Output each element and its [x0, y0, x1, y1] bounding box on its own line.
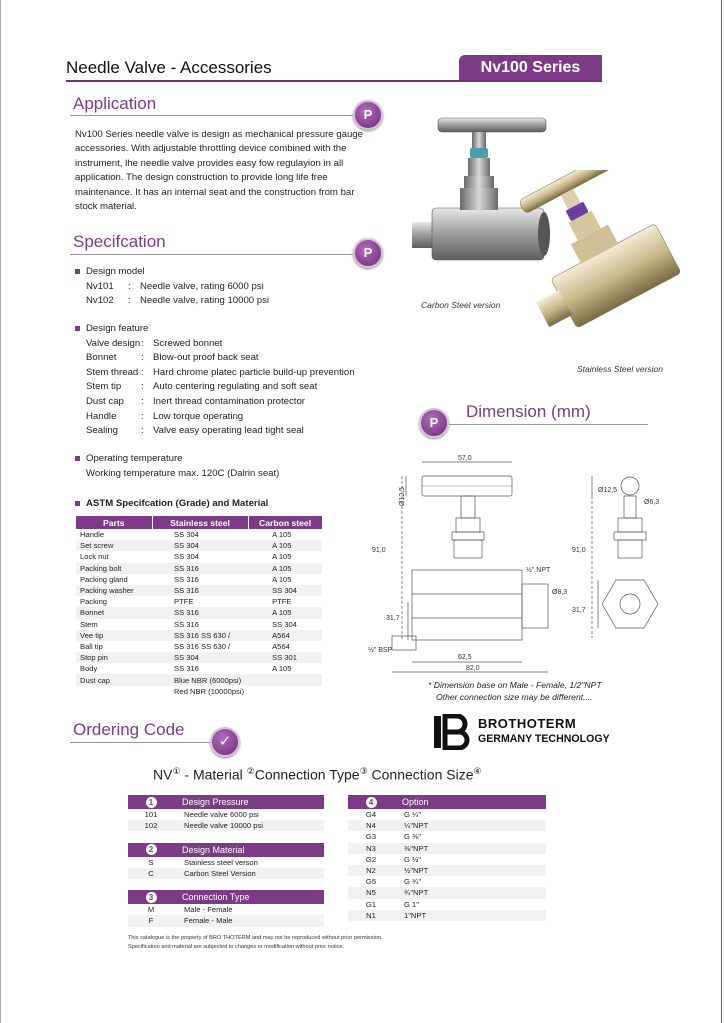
order-row [128, 820, 324, 831]
material-table-cell: A564 [272, 641, 290, 651]
title-rule [66, 80, 602, 82]
material-table-row [76, 652, 322, 663]
feature-key: Sealing [86, 425, 119, 437]
feature-key: Stem thread [86, 366, 139, 378]
material-table-cell: A 105 [248, 563, 322, 574]
dim-label: 82,0 [466, 665, 480, 672]
material-table-row [76, 641, 322, 652]
material-table-cell: Packing washer [76, 585, 152, 596]
model-code: Nv102 [86, 295, 114, 307]
p-logo-icon: P [419, 408, 449, 438]
order-code: 102 [128, 820, 174, 831]
material-table-row [76, 574, 322, 585]
specification-rule [70, 254, 360, 255]
order-code: N3 [348, 843, 394, 854]
order-group-header [128, 890, 324, 904]
order-row [348, 831, 546, 842]
feature-value: Valve easy operating lead tight seal [153, 425, 304, 437]
order-description: G ¼" [404, 810, 422, 820]
feature-key: Dust cap [86, 395, 124, 407]
group-title: Option [394, 795, 546, 809]
material-table-row [76, 663, 322, 674]
dim-label: Ø12,5 [598, 487, 618, 494]
material-table-row [76, 630, 322, 641]
formula-num: ① [172, 766, 181, 776]
design-feature-block: Design feature Valve design: Screwed bonnet Bonnet : Blow-out proof back seat Stem thread : Hard chrome platec particle build-up prevention Stem tip : Auto centering regulating and soft seat Dust cap : Inert thread contamination protector Handle : Low torque operating Sealing : Valve easy operating lead tight seal [75, 322, 355, 439]
material-table-cell [248, 674, 322, 685]
group-number-cell [128, 843, 174, 857]
feature-value: Hard chrome platec particle build-up prevention [153, 366, 355, 378]
ordering-heading: Ordering Code [73, 720, 185, 739]
formula-connection-type: Connection Type [254, 766, 360, 783]
material-table-row [76, 607, 322, 618]
dim-label: 57,0 [458, 455, 472, 462]
order-table-option [348, 795, 546, 921]
order-code: G4 [365, 810, 377, 820]
feature-value: Inert thread contamination protector [153, 395, 305, 407]
order-code: 101 [144, 810, 158, 820]
order-description: G ¾" [404, 877, 422, 887]
group-number-badge: 2 [146, 844, 157, 855]
dimension-drawing [366, 452, 666, 678]
order-row [348, 820, 546, 831]
material-table-row [76, 596, 322, 607]
order-group-header [128, 795, 324, 809]
footer-line1: This catalogue is the property of BRO THOTERM and may not be reproduced without prior permission. [128, 935, 383, 941]
operating-temp-block [75, 452, 279, 481]
dim-label: 62,5 [458, 654, 472, 661]
material-table-cell: Vee tip [76, 630, 152, 641]
material-table-cell: Bonnet [76, 607, 152, 618]
checkmark-icon: ✓ [210, 727, 240, 757]
order-code: N1 [348, 910, 394, 921]
series-badge: Nv100 Series [459, 55, 602, 81]
specification-heading: Specifcation [73, 232, 166, 251]
feature-key: Bonnet [86, 352, 117, 364]
dim-label: ½" BSP [368, 647, 393, 654]
group-number-badge: 4 [366, 797, 377, 808]
order-description: Needle valve 10000 psi [174, 820, 324, 831]
material-table-cell: SS 316 SS 630 / [174, 641, 231, 651]
material-table-cell: Body [80, 664, 98, 674]
order-description: Carbon Steel Version [174, 868, 324, 879]
dimension-note [428, 679, 602, 703]
formula-num: ④ [473, 766, 482, 776]
design-feature-label: Design feature [86, 323, 149, 334]
order-row [128, 915, 324, 926]
material-table-cell: A564 [248, 630, 322, 641]
order-description: G ½" [404, 854, 422, 864]
feature-value: Auto centering regulating and soft seat [153, 381, 318, 393]
col-header: Parts [76, 516, 152, 529]
material-table-cell: Stop pin [76, 652, 152, 663]
order-description: ¼"NPT [394, 820, 546, 831]
application-rule [70, 115, 360, 116]
material-table-cell: Dust cap [76, 674, 152, 685]
material-table-cell: Packing [80, 597, 108, 607]
material-table-cell: SS 316 [174, 619, 199, 629]
material-table-cell: PTFE [174, 597, 194, 607]
order-code: G3 [365, 832, 377, 842]
brand-tagline: GERMANY TECHNOLOGY [478, 733, 610, 745]
material-table-cell: SS 304 [174, 530, 199, 540]
dimension-heading: Dimension (mm) [466, 402, 591, 421]
footer-line2: Specification and material are subjected to changes or modification without prior notice. [128, 944, 345, 950]
dim-label: Ø8,3 [552, 589, 568, 596]
material-table-cell: SS 316 [152, 563, 248, 574]
order-row [128, 857, 324, 868]
material-table-cell: A 105 [272, 664, 292, 674]
group-title: Design Pressure [174, 795, 324, 809]
formula-prefix: NV [153, 766, 173, 783]
material-table-cell: SS 304 [152, 540, 248, 551]
order-group-header [348, 795, 546, 809]
model-code: Nv101 [86, 280, 114, 292]
dim-label: Ø6,3 [644, 499, 660, 506]
order-row [348, 809, 546, 820]
order-row [348, 865, 546, 876]
order-description: Stainless steel verson [184, 857, 258, 867]
material-table-row [76, 529, 322, 540]
group-number-cell [348, 795, 394, 809]
material-table-row [76, 619, 322, 630]
brand-name-bold: BRO [478, 716, 509, 731]
material-table [76, 516, 323, 697]
material-table-cell: SS 304 [152, 652, 248, 663]
order-table-left [128, 795, 324, 927]
material-table-cell: Ball tip [80, 641, 103, 651]
col-header: Carbon steel [248, 516, 322, 529]
feature-key: Stem tip [86, 381, 122, 393]
material-table-cell: Packing bolt [76, 563, 152, 574]
order-row [128, 868, 324, 879]
dimension-note-line1: * Dimension base on Male - Female, 1/2"NPT [428, 680, 602, 690]
p-logo-icon: P [353, 238, 383, 268]
dim-label: 31,7 [572, 607, 586, 614]
group-number-badge: 1 [146, 797, 157, 808]
material-table-row [76, 563, 322, 574]
page-left-edge [0, 0, 1, 1023]
formula-num: ③ [359, 766, 368, 776]
material-table-cell: A 105 [272, 574, 292, 584]
order-description: Female - Male [174, 915, 324, 926]
material-table-cell: SS 316 [174, 664, 199, 674]
ordering-rule [70, 742, 210, 743]
astm-label: ASTM Specifcation (Grade) and Material [86, 498, 269, 509]
application-heading: Application [73, 94, 157, 113]
order-row [348, 876, 546, 887]
material-table-cell: SS 316 [152, 607, 248, 618]
material-table-cell [248, 686, 322, 697]
material-table-cell: A 105 [272, 530, 292, 540]
material-table-cell: Stem [80, 619, 98, 629]
material-table-cell: SS 304 [174, 552, 199, 562]
group-title: Design Material [174, 843, 324, 857]
material-table-cell: SS 316 [152, 585, 248, 596]
group-number-cell [128, 795, 174, 809]
order-row [348, 887, 546, 898]
order-code: C [128, 868, 174, 879]
order-code: M [147, 905, 155, 915]
operating-label: Operating temperature [86, 453, 183, 464]
order-code: N2 [348, 865, 394, 876]
feature-value: Blow-out proof back seat [153, 352, 259, 364]
material-table-cell: Packing gland [80, 574, 128, 584]
bullet-icon [75, 269, 80, 274]
bullet-icon [75, 501, 80, 506]
material-table-cell: Red NBR (10000psi) [174, 686, 245, 696]
bullet-icon [75, 326, 80, 331]
dim-label: ½" NPT [526, 567, 551, 574]
brand-name-rest: THOTERM [508, 716, 577, 731]
material-table-cell: SS 316 SS 630 / [152, 630, 248, 641]
material-table-cell: Blue NBR (6000psi) [152, 674, 248, 685]
footer [128, 934, 383, 952]
material-table-row [76, 686, 322, 697]
order-description: Needle valve 6000 psi [184, 810, 259, 820]
material-table-cell: A 105 [272, 552, 292, 562]
order-description: Male - Female [184, 905, 233, 915]
material-table-cell: SS 304 [272, 619, 297, 629]
carbon-steel-caption: Carbon Steel version [421, 300, 501, 310]
feature-value: Screwed bonnet [153, 337, 223, 349]
application-text: Nv100 Series needle valve is design as mechanical pressure gauge accessories. With adjustable throttling device combined with the instrument, lhe needle valve provides easy fow regulayion in all application. The design construction to provide long life free maintenance. It has an internal seat and the construction from bar stock material. [75, 129, 363, 213]
order-description: ⅜"NPT [394, 843, 546, 854]
order-description: ½"NPT [394, 865, 546, 876]
dim-label: 31,7 [386, 615, 400, 622]
formula-connection-size: Connection Size [367, 766, 474, 783]
order-code: N4 [348, 820, 394, 831]
order-description: G 1" [404, 899, 419, 909]
design-model-block: Design model Nv101 : Needle valve, rating 6000 psi Nv102 : Needle valve, rating 10000 psi [75, 265, 269, 309]
dimension-rule [440, 424, 648, 425]
material-table-cell: PTFE [272, 597, 292, 607]
model-desc: Needle valve, rating 10000 psi [140, 295, 270, 307]
material-table-cell: Lock nut [80, 552, 109, 562]
order-row [128, 809, 324, 820]
model-desc: Needle valve, rating 6000 psi [140, 280, 264, 292]
dim-label: Ø12,5 [399, 486, 406, 506]
page-right-edge [721, 0, 722, 1023]
bullet-icon [75, 456, 80, 461]
order-description: ¾"NPT [394, 887, 546, 898]
astm-block [75, 497, 268, 512]
feature-key: Valve design [86, 337, 141, 349]
order-code: S [148, 857, 154, 867]
p-logo-icon: P [353, 100, 383, 130]
group-number-badge: 3 [146, 892, 157, 903]
order-group-header [128, 843, 324, 857]
dim-label: 91,0 [572, 547, 586, 554]
order-row [348, 910, 546, 921]
order-code: F [128, 915, 174, 926]
order-code: N5 [348, 887, 394, 898]
order-description: 1"NPT [394, 910, 546, 921]
group-number-cell [128, 890, 174, 904]
material-table-row [76, 585, 322, 596]
material-table-header [76, 516, 322, 529]
order-description: G ⅜" [404, 832, 422, 842]
stainless-steel-valve-image [520, 170, 680, 360]
order-code: G5 [365, 877, 377, 887]
bro-thoterm-logo-icon [432, 714, 472, 750]
feature-key: Handle [86, 410, 117, 422]
order-code: G2 [365, 854, 377, 864]
dimension-note-line2: Other connection size may be different.... [436, 692, 593, 702]
material-table-row [76, 551, 322, 562]
material-table-cell [76, 686, 152, 697]
material-table-cell: SS 301 [248, 652, 322, 663]
stainless-steel-caption: Stainless Steel version [577, 364, 663, 374]
material-table-cell: Set screw [76, 540, 152, 551]
formula-num: ② [246, 766, 255, 776]
operating-text: Working temperature max. 120C (Dalrin seat) [86, 467, 280, 479]
material-table-cell: A 105 [248, 540, 322, 551]
order-row [348, 854, 546, 865]
order-row [348, 843, 546, 854]
ordering-formula [153, 766, 482, 783]
col-header: Stainless steel [152, 516, 248, 529]
material-table-cell: A 105 [248, 607, 322, 618]
material-table-cell: Handle [80, 530, 105, 540]
material-table-cell: SS 316 [174, 574, 199, 584]
material-table-cell: SS 304 [248, 585, 322, 596]
material-table-row [76, 674, 322, 685]
order-code: G1 [365, 899, 377, 909]
page-title: Needle Valve - Accessories [66, 58, 272, 77]
dim-label: 91,0 [372, 547, 386, 554]
brand-name [478, 716, 576, 731]
group-title: Connection Type [174, 890, 324, 904]
material-table-row [76, 540, 322, 551]
order-row [348, 899, 546, 910]
design-model-label: Design model [86, 266, 145, 277]
order-row [128, 904, 324, 915]
feature-value: Low torque operating [153, 410, 244, 422]
formula-material: - Material [180, 766, 247, 783]
